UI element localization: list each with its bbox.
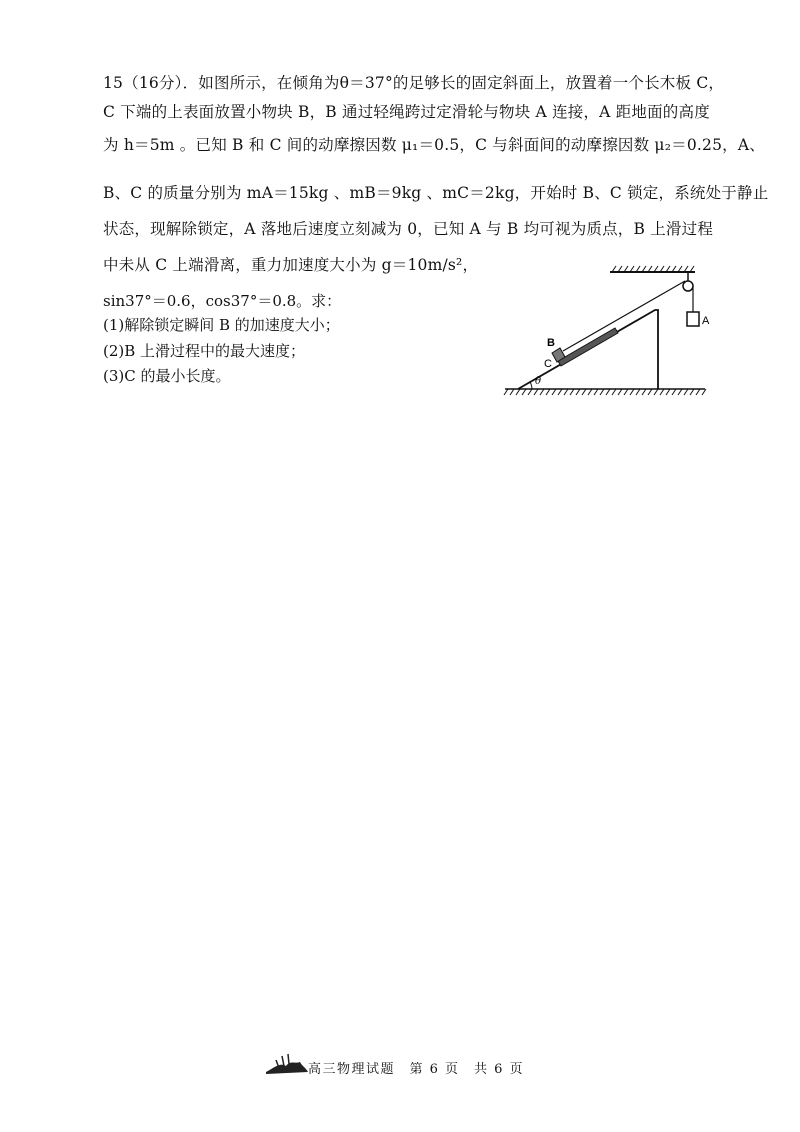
footer-page-info: 高三物理试题 第 6 页 共 6 页	[308, 1062, 525, 1077]
problem-line-3: 为 h＝5m 。已知 B 和 C 间的动摩擦因数 μ₁＝0.5，C 与斜面间的动摩擦因数 μ₂＝0.25，A、	[103, 136, 765, 154]
label-theta: θ	[535, 376, 542, 387]
problem-line-5: 状态，现解除锁定，A 落地后速度立刻减为 0，已知 A 与 B 均可视为质点，B 上滑过程	[103, 220, 714, 238]
question-2: (2)B 上滑过程中的最大速度；	[103, 342, 306, 360]
problem-line-2: C 下端的上表面放置小物块 B，B 通过轻绳跨过定滑轮与物块 A 连接，A 距地面的高度	[103, 103, 710, 121]
rope-b-to-pulley	[563, 281, 685, 351]
label-c: C	[544, 358, 552, 370]
problem-line-4: B、C 的质量分别为 mA＝15kg 、mB＝9kg 、mC＝2kg，开始时 B、C 锁定，系统处于静止	[103, 184, 769, 202]
problem-line-6: 中未从 C 上端滑离，重力加速度大小为 g＝10m/s²，	[103, 256, 479, 274]
problem-line-7: sin37°＝0.6，cos37°＝0.8。求：	[103, 292, 342, 310]
problem-line-1: 15（16分）．如图所示，在倾角为θ＝37°的足够长的固定斜面上，放置着一个长木板 C，	[103, 74, 725, 92]
theta-arc	[530, 382, 532, 389]
block-a	[687, 312, 699, 326]
question-3: (3)C 的最小长度。	[103, 367, 231, 385]
incline-pulley-diagram	[500, 260, 730, 400]
label-a: A	[702, 315, 710, 327]
footer-logo	[264, 1050, 308, 1080]
label-b: B	[547, 337, 555, 349]
question-1: (1)解除锁定瞬间 B 的加速度大小；	[103, 316, 340, 334]
ground-hatching	[504, 389, 706, 395]
pulley	[683, 281, 693, 291]
board-c	[558, 328, 618, 366]
